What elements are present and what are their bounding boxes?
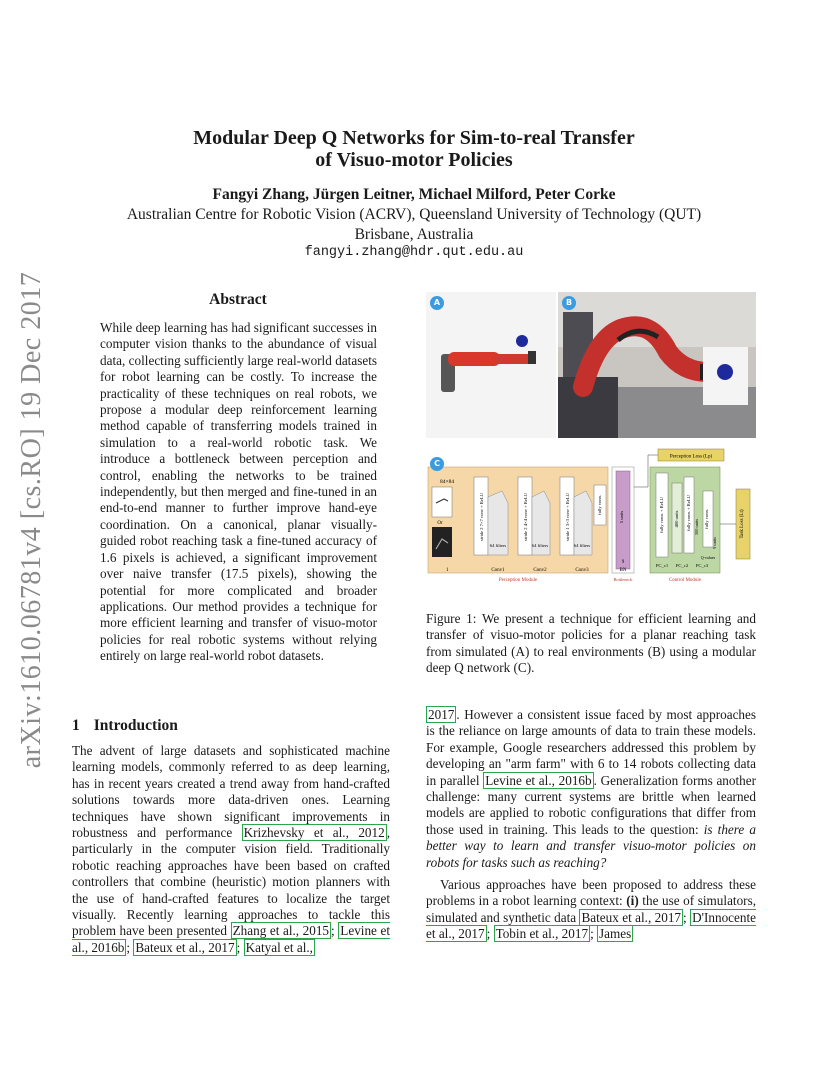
citation-tobin[interactable]: Tobin et al., 2017 (495, 926, 589, 942)
conv3-label: Conv3 (575, 568, 589, 573)
input-image-real (432, 527, 452, 557)
citation-separator: ; (486, 926, 494, 942)
citation-bateux-2017[interactable]: Bateux et al., 2017 (581, 909, 682, 925)
affiliation-line-1: Australian Centre for Robotic Vision (ACRV), Queensland University of Technology (QUT) (126, 206, 702, 223)
author-email[interactable]: fangyi.zhang@hdr.qut.edu.au (304, 245, 524, 260)
conv2-filters: 64 filters (531, 543, 549, 548)
intro-paragraph-3 (426, 877, 756, 943)
control-module-label: Control Module (668, 578, 702, 583)
conv3-text: stride 1 3×3 conv + ReLU (565, 492, 570, 542)
arxiv-identifier: arXiv:1610.06781v4 [cs.RO] 19 Dec 2017 (16, 271, 47, 769)
perception-module-label: Perception Module (498, 578, 538, 583)
arxiv-stamp (6, 271, 58, 769)
right-text-b: . Generalization forms another challenge: many current systems are brittle when learned models are applied to robotic configurations that differ from those used in training. This leads to the question: (426, 772, 756, 837)
citation-dinnocente[interactable]: D'Innocente et al., 2017 (426, 909, 756, 942)
authors: Fangyi Zhang, Jürgen Leitner, Michael Milford, Peter Corke (212, 186, 616, 203)
sim-target-dot (516, 335, 528, 347)
fc-c1-label: FC_c1 (655, 563, 669, 568)
intro-right-column (426, 707, 756, 943)
perception-loss-label: Perception Loss (Lp) (669, 454, 713, 460)
conv2-text: stride 2 4×4 conv + ReLU (523, 492, 528, 542)
affiliation-line-2: Brisbane, Australia (354, 226, 474, 243)
title-line-1: Modular Deep Q Networks for Sim-to-real Transfer (193, 127, 635, 149)
conv1-text: stride 2 7×7 conv + ReLU (479, 492, 484, 542)
citation-katyal-2017[interactable]: 2017 (428, 707, 455, 722)
sim-robot-gripper (528, 351, 536, 364)
intro-paragraph-1 (72, 743, 390, 956)
intro-left-column (72, 743, 390, 956)
citation-levine-2016b[interactable]: Levine et al., 2016b (485, 772, 592, 788)
badge-b: B (562, 296, 576, 310)
network-diagram (426, 447, 756, 587)
sim-robot-link-1 (448, 352, 500, 366)
sim-robot-image (426, 292, 556, 438)
fc-c3-text: fully conn. (704, 509, 709, 529)
intro-text-a: The advent of large datasets and sophisticated machine learning models, commonly referred to as deep learning, has in recent years created a trend away from hand-crafted solutions towards more data-driven ones. Learning techniques have shown significant improvements in robustness and performance (72, 743, 390, 841)
conv3-filters: 64 filters (573, 543, 591, 548)
research-question: is there a better way to learn and transfer visuo-motor policies on robots for tasks such as reaching? (426, 821, 756, 870)
fc-c3-label: FC_c3 (695, 563, 709, 568)
citation-zhang[interactable]: Zhang et al., 2015 (232, 923, 330, 939)
section-title: Introduction (93, 717, 178, 734)
citation-separator: ; (590, 926, 598, 942)
fc-c1-text: fully conn. + ReLU (659, 496, 664, 534)
conv1-filters: 64 filters (489, 543, 507, 548)
right-text-d: the use of simulators, simulated and synthetic data (426, 893, 756, 925)
title-line-2: of Visuo-motor Policies (315, 149, 513, 171)
intro-text-b: , particularly in the computer vision field. Traditionally robotic reaching approaches have been based on crafted controllers that combine (heuristic) motion planners with the use of hand-crafted features to localize the target visually. Recently learning approaches to tackle this problem have been presented (72, 825, 390, 939)
bottleneck-units: 5 units (619, 510, 624, 524)
citation-katyal[interactable]: Katyal et al., (245, 939, 313, 955)
badge-c: C (430, 457, 444, 471)
right-text-a: . However a consistent issue faced by most approaches is the reliance on large amounts of data to train these models. For example, Google researchers addressed this problem by developing an "arm farm" with 6 to 14 robots collecting data in parallel (426, 707, 756, 788)
citation-krizhevsky[interactable]: Krizhevsky et al., 2012 (243, 825, 385, 841)
q-values-label: Q-values (700, 555, 716, 560)
section-number: 1 (72, 717, 80, 734)
citation-james[interactable]: James (599, 926, 632, 942)
fc-perception-text: fully conn. (597, 495, 602, 515)
bottleneck-nine: 9 (621, 560, 625, 565)
citation-separator: ; (236, 939, 244, 955)
list-marker-i: (i) (626, 893, 639, 909)
figure-panel-sim (426, 292, 556, 438)
paper-title (100, 127, 728, 171)
fc-c2-label: FC_c2 (675, 563, 689, 568)
abstract-heading: Abstract (209, 291, 267, 308)
task-loss-label: Task Loss (Lt) (740, 509, 745, 539)
input-image-sim (432, 487, 452, 517)
figure-panel-real (558, 292, 756, 438)
citation-bateux[interactable]: Bateux et al., 2017 (135, 939, 235, 955)
fc-c3-units-text: 9 units (712, 537, 717, 549)
citation-levine[interactable]: Levine et al., 2016b (72, 923, 390, 955)
input-number-label: 1 (446, 568, 449, 573)
real-robot-image (558, 292, 756, 438)
section-heading-introduction (72, 717, 178, 735)
right-text-c: Various approaches have been proposed to address these problems in a robot learning context: (426, 877, 756, 909)
sim-robot-link-2 (494, 354, 532, 364)
bn-label: BN (619, 568, 627, 573)
network-diagram-svg (426, 447, 756, 587)
fc-c1-units-text: 400 units (674, 510, 679, 528)
citation-separator: ; (331, 923, 339, 939)
citation-separator: ; (126, 939, 134, 955)
input-size-label: 84×84 (440, 479, 455, 485)
fc-c2-units-text: 300 units (694, 518, 699, 536)
intro-paragraph-2 (426, 707, 756, 871)
conv2-label: Conv2 (533, 568, 547, 573)
real-target-dot (717, 364, 733, 380)
citation-separator: ; (683, 909, 691, 925)
abstract-text: While deep learning has had significant successes in computer vision thanks to the abundance of visual data, collecting sufficiently large real-world datasets for robot learning can be costly. To increase the practicality of these techniques on real robots, we propose a modular deep reinforcement learning method capable of transferring models trained in simulation to a real-world robotic task. We introduce a bottleneck between perception and control, enabling the networks to be trained independently, but then merged and fine-tuned in an end-to-end manner to further improve hand-eye coordination. On a canonical, planar visually-guided robot reaching task a fine-tuned accuracy of 1.6 pixels is achieved, a significant improvement over naive transfer (17.5 pixels), showing the potential for more complicated and broader applications. Our method provides a technique for more efficient learning and transfer of visuo-motor policies for real robotic systems without relying entirely on large real-world robot datasets. (100, 320, 377, 664)
figure-caption: Figure 1: We present a technique for efficient learning and transfer of visuo-motor policies for a planar reaching task from simulated (A) to real environments (B) using a modular deep Q network (C). (426, 611, 756, 676)
fc-c2-text: fully conn. + ReLU (686, 494, 691, 532)
conv1-label: Conv1 (491, 568, 505, 573)
input-or-label: Or (437, 521, 443, 526)
badge-a: A (430, 296, 444, 310)
bottleneck-label: Bottleneck (613, 577, 633, 582)
